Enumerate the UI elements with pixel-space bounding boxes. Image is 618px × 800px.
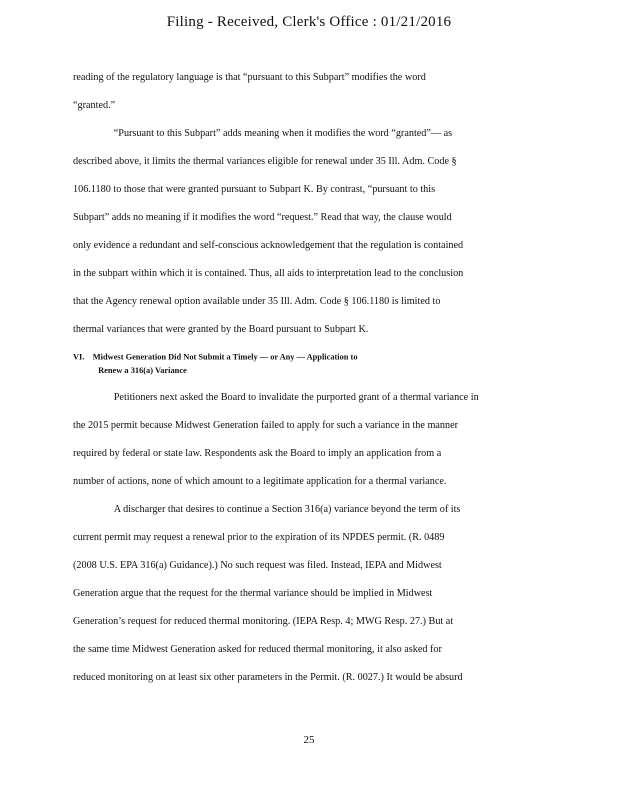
text-line: reading of the regulatory language is that “pursuant to this Subpart” modifies the word (73, 72, 426, 83)
text-line: required by federal or state law. Respondents ask the Board to imply an application from a (73, 448, 442, 459)
page-number: 25 (303, 734, 315, 746)
text-line: reduced monitoring on at least six other parameters in the Permit. (R. 0027.) It would be absurd (73, 672, 463, 683)
text-line: “granted.” (73, 100, 116, 111)
text-line: Subpart” adds no meaning if it modifies the word “request.” Read that way, the clause would (73, 212, 452, 223)
filing-header: Filing - Received, Clerk's Office : 01/21/2016 (166, 14, 452, 30)
text-line: Generation argue that the request for the thermal variance should be implied in Midwest (73, 588, 433, 599)
text-line: only evidence a redundant and self-conscious acknowledgement that the regulation is contained (73, 240, 464, 251)
text-line: “Pursuant to this Subpart” adds meaning when it modifies the word “granted”— as (73, 128, 453, 139)
text-line: 106.1180 to those that were granted pursuant to Subpart K. By contrast, “pursuant to this (73, 184, 436, 195)
text-line: current permit may request a renewal prior to the expiration of its NPDES permit. (R. 0489 (73, 532, 445, 543)
text-line: Petitioners next asked the Board to invalidate the purported grant of a thermal variance in (73, 392, 479, 403)
text-line: described above, it limits the thermal variances eligible for renewal under 35 Ill. Adm. Code § (73, 156, 457, 167)
heading-line: VI. Midwest Generation Did Not Submit a Timely — or Any — Application to (73, 352, 358, 362)
text-line: the 2015 permit because Midwest Generation failed to apply for such a variance in the manner (73, 420, 459, 431)
text-line: in the subpart within which it is contained. Thus, all aids to interpretation lead to the conclusion (73, 268, 464, 279)
text-line: Generation’s request for reduced thermal monitoring. (IEPA Resp. 4; MWG Resp. 27.) But at (73, 616, 454, 627)
text-line: the same time Midwest Generation asked for reduced thermal monitoring, it also asked for (73, 644, 442, 655)
text-line: that the Agency renewal option available under 35 Ill. Adm. Code § 106.1180 is limited to (73, 296, 441, 307)
text-line: number of actions, none of which amount to a legitimate application for a thermal variance. (73, 476, 447, 487)
text-line: A discharger that desires to continue a Section 316(a) variance beyond the term of its (73, 504, 461, 515)
text-line: thermal variances that were granted by the Board pursuant to Subpart K. (73, 324, 369, 335)
text-line: (2008 U.S. EPA 316(a) Guidance).) No such request was filed. Instead, IEPA and Midwest (73, 560, 442, 571)
heading-line: Renew a 316(a) Variance (73, 365, 187, 376)
